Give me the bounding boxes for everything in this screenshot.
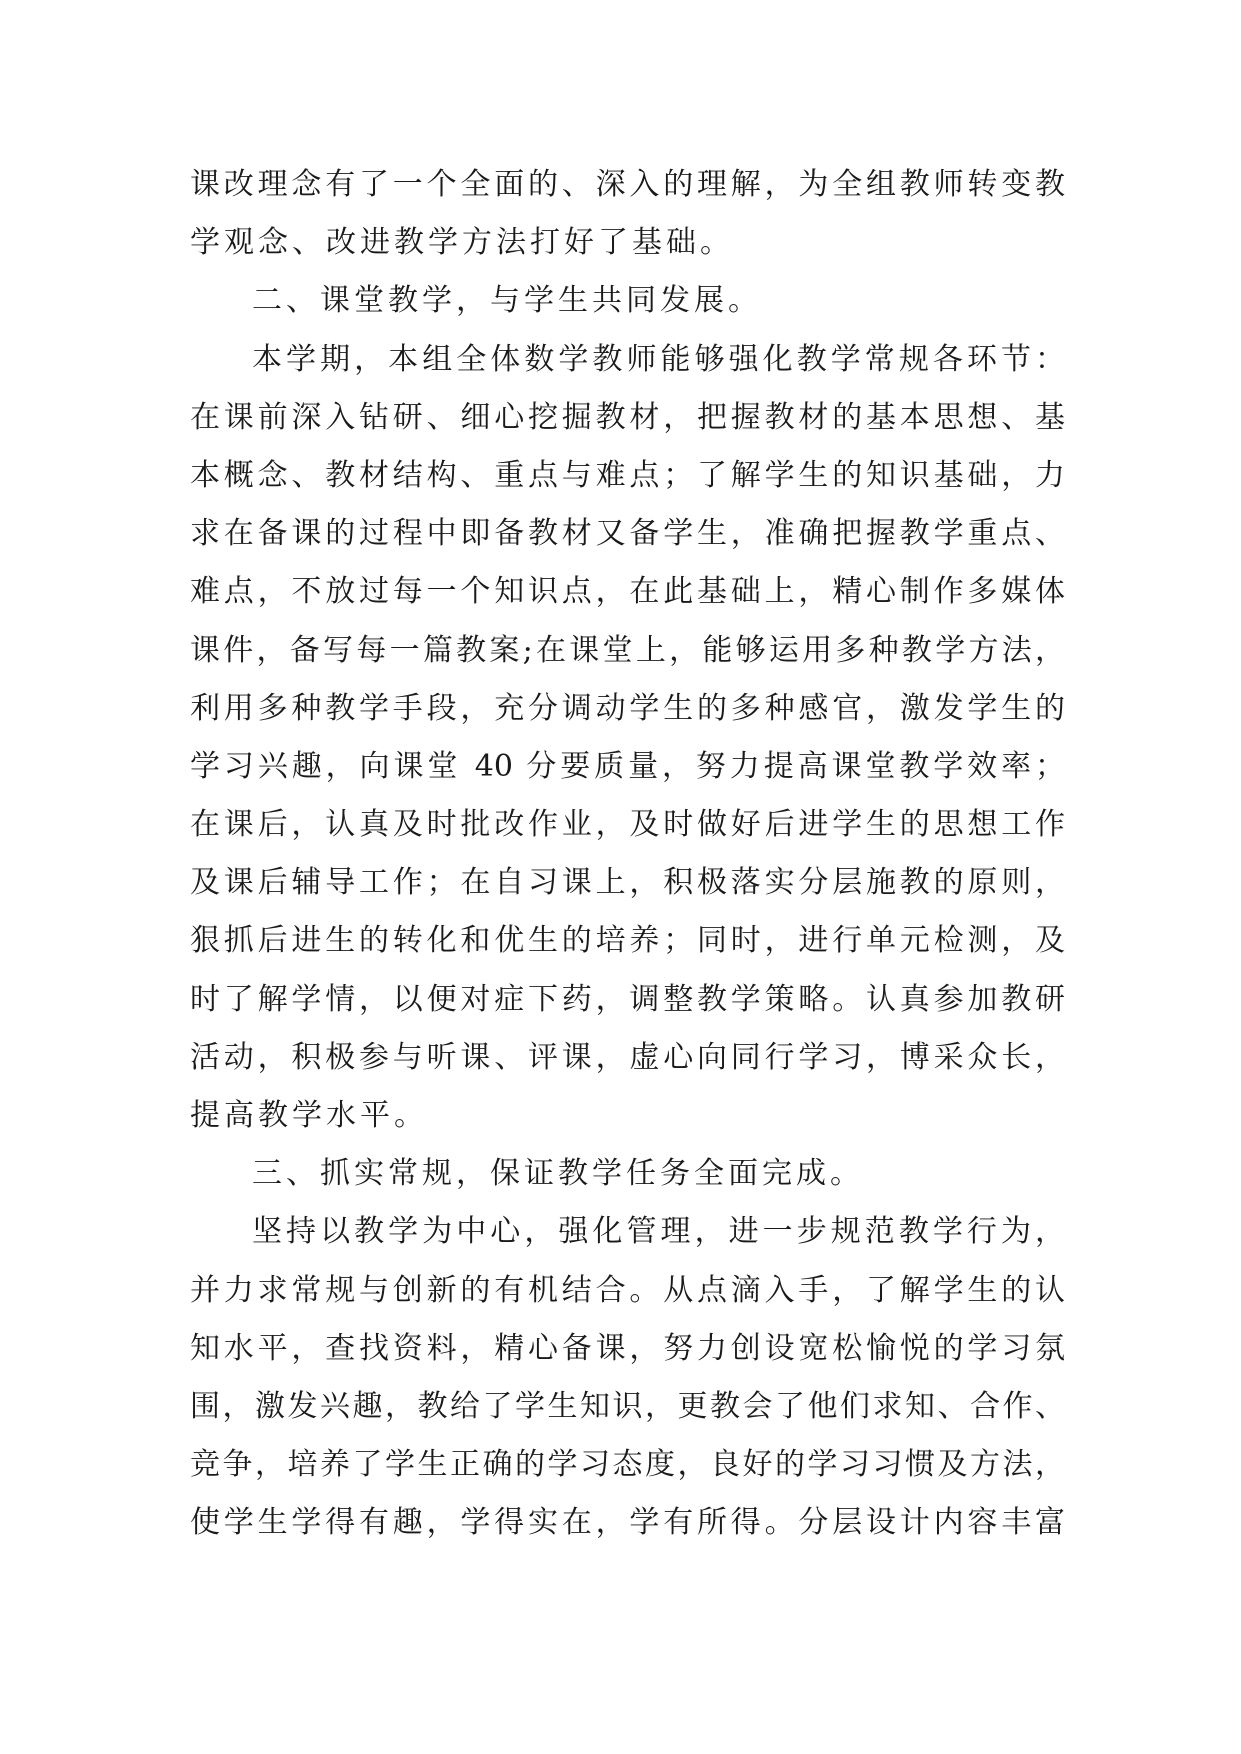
text-line: 求在备课的过程中即备教材又备学生，准确把握教学重点、 [190,516,1065,552]
text-line: 坚持以教学为中心，强化管理，进一步规范教学行为， [252,1214,1065,1250]
text-line: 使学生学得有趣，学得实在，学有所得。分层设计内容丰富 [190,1505,1065,1541]
text-line: 课改理念有了一个全面的、深入的理解，为全组教师转变教 [190,167,1065,202]
text-line: 围，激发兴趣，教给了学生知识，更教会了他们求知、合作、 [190,1388,1065,1424]
text-line: 本学期，本组全体数学教师能够强化教学常规各环节： [252,341,1065,377]
text-line: 竞争，培养了学生正确的学习态度，良好的学习习惯及方法， [190,1447,1065,1483]
text-line: 本概念、教材结构、重点与难点；了解学生的知识基础，力 [190,457,1065,493]
text-line: 在课前深入钻研、细心挖掘教材，把握教材的基本思想、基 [190,399,1065,435]
document-body [190,156,1065,1553]
text-line: 学习兴趣，向课堂 40 分要质量，努力提高课堂教学效率； [190,748,1065,784]
text-line: 利用多种教学手段，充分调动学生的多种感官，激发学生的 [190,690,1065,726]
text-line: 活动，积极参与听课、评课，虚心向同行学习，博采众长， [190,1039,1065,1075]
text-line: 在课后，认真及时批改作业，及时做好后进学生的思想工作 [190,807,1065,843]
text-line: 狠抓后进生的转化和优生的培养；同时，进行单元检测，及 [190,923,1065,959]
text-line: 学观念、改进教学方法打好了基础。 [190,225,734,261]
text-line: 时了解学情，以便对症下药，调整教学策略。认真参加教研 [190,981,1065,1017]
text-line: 二、课堂教学，与学生共同发展。 [252,283,762,319]
text-line: 及课后辅导工作；在自习课上，积极落实分层施教的原则， [190,865,1065,901]
text-line: 难点，不放过每一个知识点，在此基础上，精心制作多媒体 [190,574,1065,610]
text-line: 并力求常规与创新的有机结合。从点滴入手，了解学生的认 [190,1272,1065,1308]
text-line: 知水平，查找资料，精心备课，努力创设宽松愉悦的学习氛 [190,1330,1065,1366]
text-line: 三、抓实常规，保证教学任务全面完成。 [252,1156,864,1192]
text-line: 课件，备写每一篇教案;在课堂上，能够运用多种教学方法， [190,632,1065,668]
text-line: 提高教学水平。 [190,1098,428,1133]
